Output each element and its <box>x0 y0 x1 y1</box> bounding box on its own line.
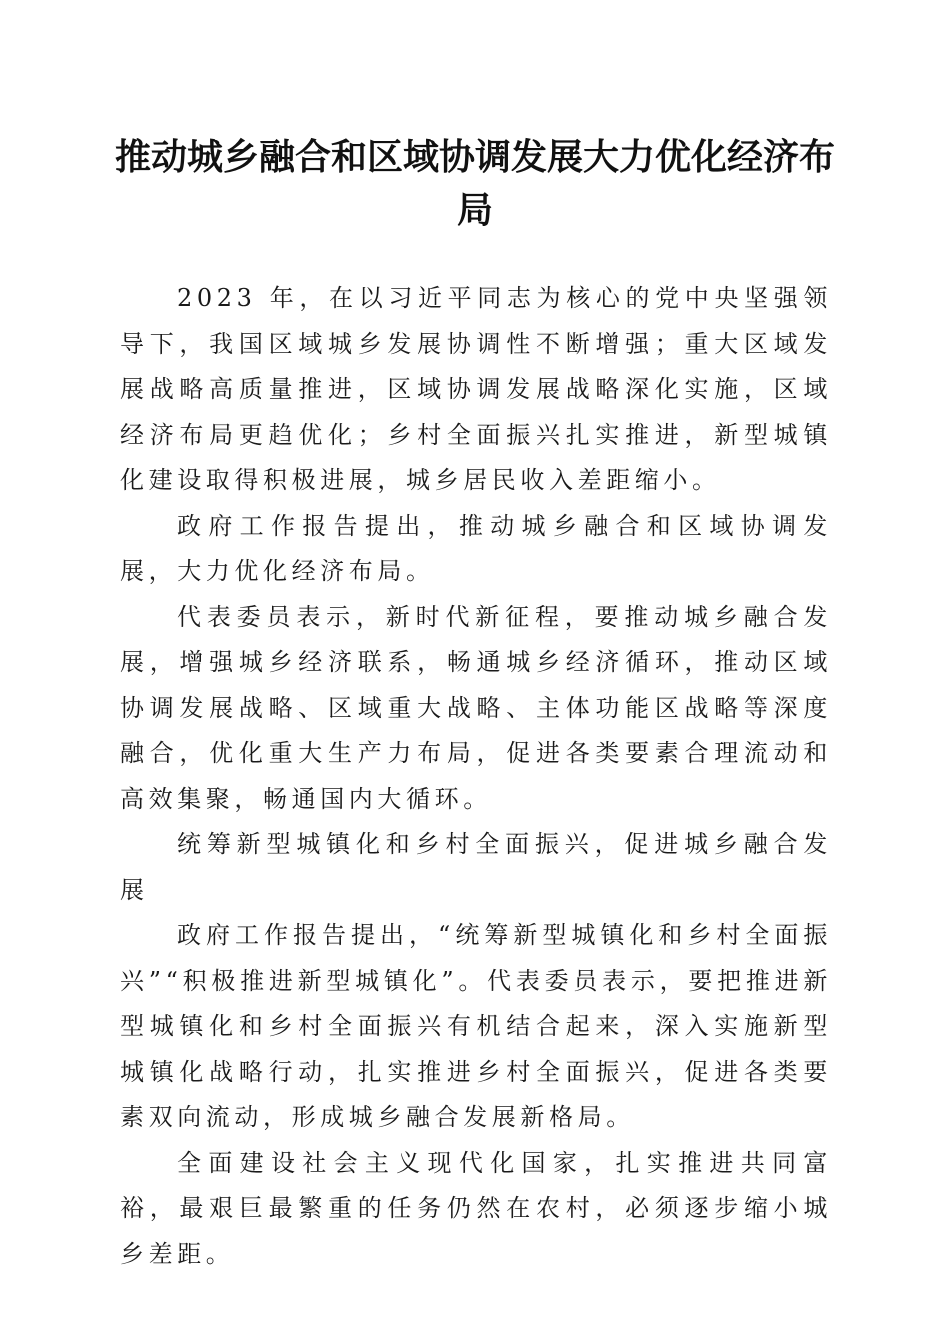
paragraph: 政府工作报告提出，“统筹新型城镇化和乡村全面振兴”“积极推进新型城镇化”。代表委员表示，要把推进新型城镇化和乡村全面振兴有机结合起来，深入实施新型城镇化战略行动，扎实推进乡村全面振兴，促进各类要素双向流动，形成城乡融合发展新格局。 <box>120 921 832 1131</box>
paragraph: 代表委员表示，新时代新征程，要推动城乡融合发展，增强城乡经济联系，畅通城乡经济循环，推动区域协调发展战略、区域重大战略、主体功能区战略等深度融合，优化重大生产力布局，促进各类要素合理流动和高效集聚，畅通国内大循环。 <box>120 602 832 813</box>
section-heading: 统筹新型城镇化和乡村全面振兴，促进城乡融合发展 <box>120 830 832 904</box>
document-body <box>120 276 832 1277</box>
paragraph: 全面建设社会主义现代化国家，扎实推进共同富裕，最艰巨最繁重的任务仍然在农村，必须逐步缩小城乡差距。 <box>120 1148 832 1268</box>
paragraph: 政府工作报告提出，推动城乡融合和区域协调发展，大力优化经济布局。 <box>120 511 832 585</box>
document-title: 推动城乡融合和区域协调发展大力优化经济布局 <box>114 136 835 231</box>
paragraph: 2023 年，在以习近平同志为核心的党中央坚强领导下，我国区域城乡发展协调性不断增强；重大区域发展战略高质量推进，区域协调发展战略深化实施，区域经济布局更趋优化；乡村全面振兴扎实推进，新型城镇化建设取得积极进展，城乡居民收入差距缩小。 <box>120 284 832 494</box>
